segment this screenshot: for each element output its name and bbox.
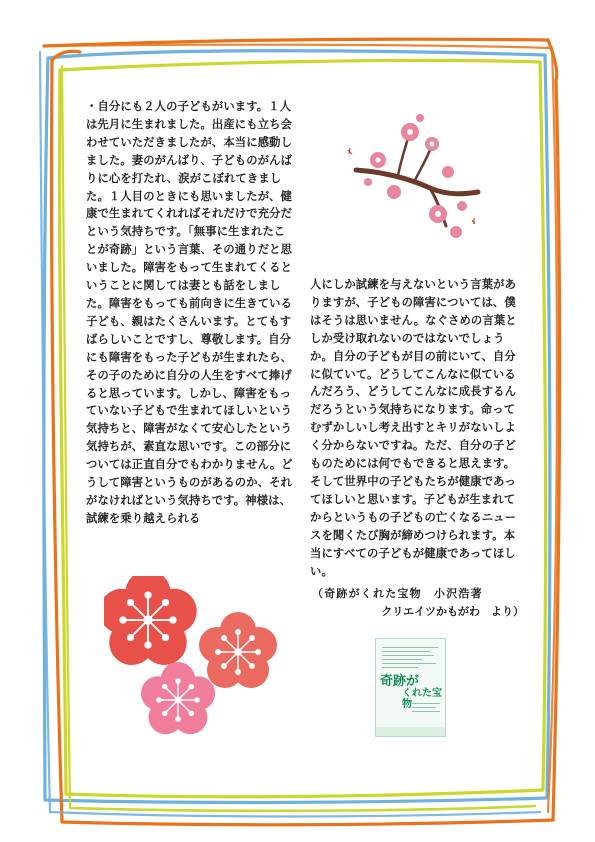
book-band [376,727,445,736]
text-column-right [310,276,523,580]
book-title-main: 奇跡が [380,674,420,689]
citation-line-1: （奇跡がくれた宝物 小沢浩著 [312,587,483,600]
plum-flower-icon [104,576,324,736]
paragraph: 人にしか試練を与えないという言葉がありますが、子どもの障害については、僕はそうは思いません。なぐさめの言葉としか受け取れないのではないでしょうか。自分の子どもが目の前にいて、自分に似ていて。どうしてこんなに似ているんだろう、どうしてこんなに成長するんだろうという気持ちになります。命ってむずかしいし考え出すとキリがないしよく分からないですね。ただ、自分の子どものためには何でもできると思えます。そして世界中の子どもたちが健康であってほしいと思います。子どもが生まれてからというもの子どもの亡くなるニュースを聞くたび胸が締めつけられます。本当にすべての子どもが健康であってほしい。 [310,278,517,578]
citation-line-2: クリエイツかもがわ より） [381,605,524,618]
text-column-left [86,98,296,528]
paragraph: ・自分にも２人の子どもがいます。１人は先月に生まれました。出産にも立ち会わせていただきましたが、本当に感動しました。妻のがんばり、子どものがんばりに心を打たれ、涙がこぼれてきました。１人目のときにも思いましたが、健康で生まれてくれればそれだけで充分だという気持ちです。「無事に生まれたことが奇跡」という言葉、その通りだと思いました。障害をもって生まれてくるということに関しては妻とも話をしました。障害をもっても前向きに生きている子ども、親はたくさんいます。とてもすばらしいことですし、尊敬します。自分にも障害をもった子どもが生まれたら、その子のために自分の人生をすべて捧げると思っています。しかし、障害をもっていない子どもで生まれてほしいという気持ちと、障害がなくて安心したという気持ちが、素直な思いです。この部分については正直自分でもわかりません。どうして障害というものがあるのか、それがなければという気持ちです。神様は、試練を乗り越えられる [86,100,293,525]
book-cover [375,638,446,737]
plum-branch-icon [338,110,488,250]
book-title-sub: くれた宝物 [402,688,442,710]
